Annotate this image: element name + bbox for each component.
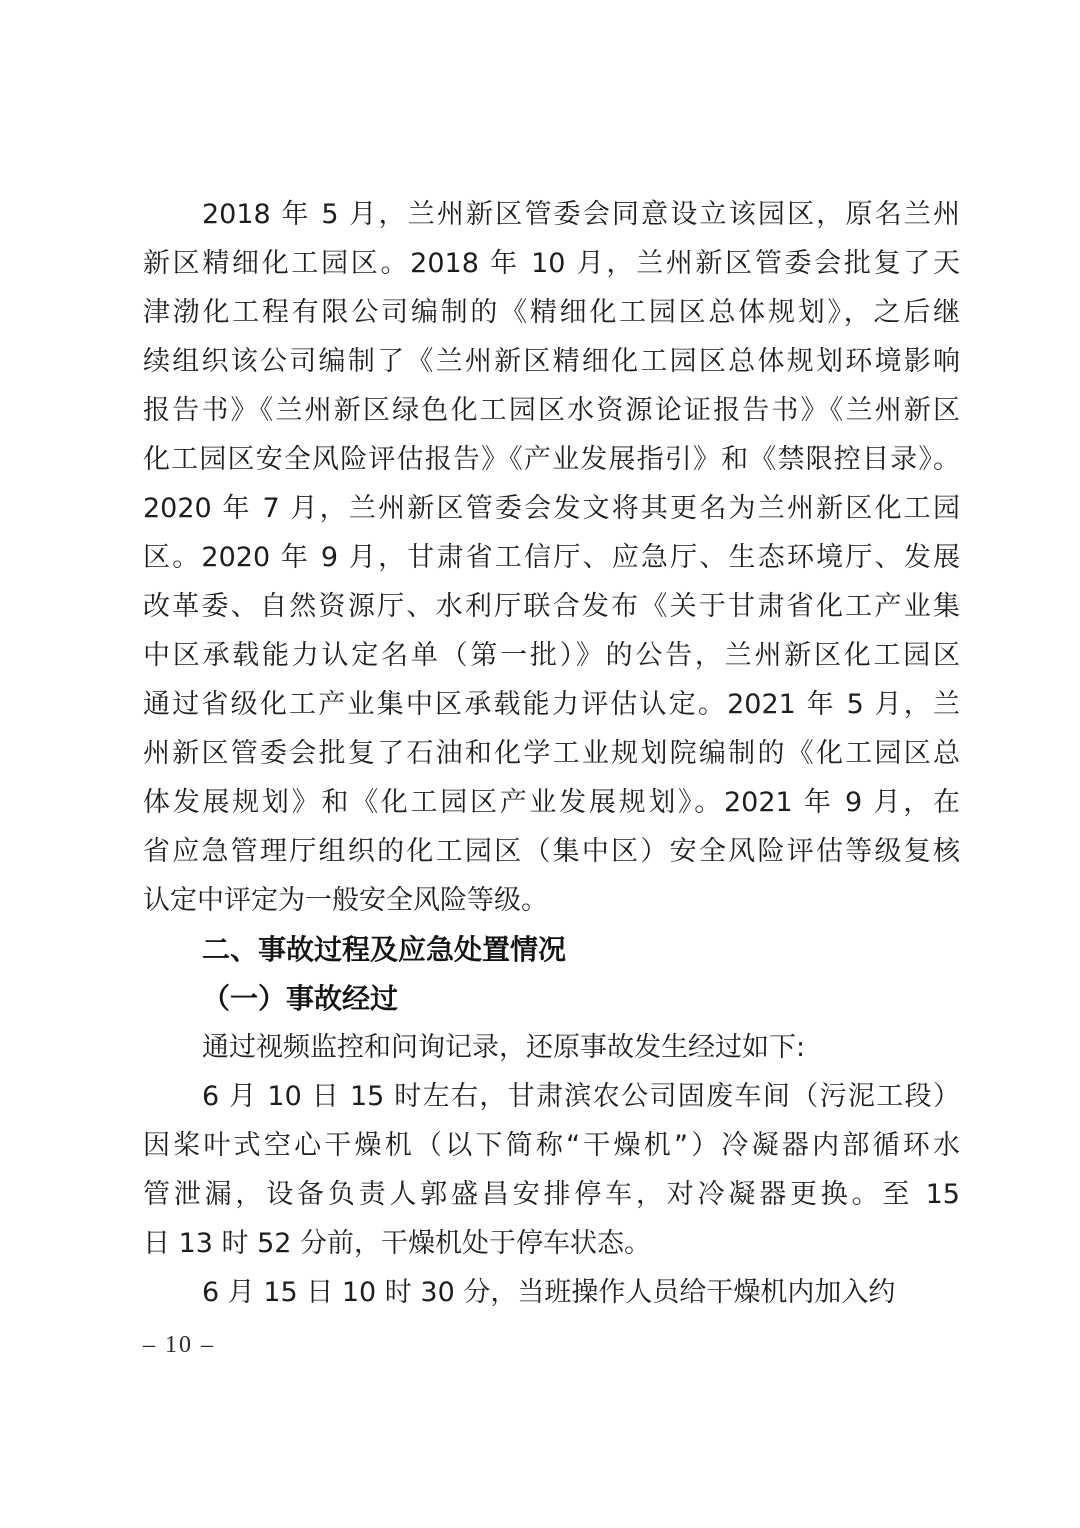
text-line: 改革委、自然资源厅、水利厅联合发布《关于甘肃省化工产业集 [143, 591, 960, 622]
text-line: 6 月 15 日 10 时 30 分，当班操作人员给干燥机内加入约 [202, 1277, 896, 1308]
para-june15 [143, 1268, 960, 1317]
para-park-history [143, 190, 960, 925]
text-line: 省应急管理厅组织的化工园区（集中区）安全风险评估等级复核 [143, 836, 960, 867]
text-line: 区。2020 年 9 月，甘肃省工信厅、应急厅、生态环境厅、发展 [143, 542, 960, 573]
subsection-heading: （一）事故经过 [202, 982, 399, 1015]
text-line: 通过视频监控和问询记录，还原事故发生经过如下: [202, 1032, 806, 1063]
text-line: 津渤化工程有限公司编制的《精细化工园区总体规划》，之后继 [143, 297, 960, 328]
text-line: 体发展规划》和《化工园区产业发展规划》。2021 年 9 月，在 [143, 787, 960, 818]
page-number: – 10 – [143, 1332, 215, 1358]
document-body [143, 190, 960, 1317]
para-june10 [143, 1072, 960, 1268]
text-line: 州新区管委会批复了石油和化学工业规划院编制的《化工园区总 [143, 738, 960, 769]
text-line: 6 月 10 日 15 时左右，甘肃滨农公司固废车间（污泥工段） [202, 1081, 960, 1112]
text-line: 新区精细化工园区。2018 年 10 月，兰州新区管委会批复了天 [143, 248, 960, 279]
text-line: 续组织该公司编制了《兰州新区精细化工园区总体规划环境影响 [143, 346, 960, 377]
section-heading: 二、事故过程及应急处置情况 [202, 933, 567, 966]
text-line: 2018 年 5 月，兰州新区管委会同意设立该园区，原名兰州 [202, 199, 960, 230]
para-intro [143, 1023, 960, 1072]
text-line: 管泄漏，设备负责人郭盛昌安排停车，对冷凝器更换。至 15 [143, 1179, 960, 1210]
text-line: 通过省级化工产业集中区承载能力评估认定。2021 年 5 月，兰 [143, 689, 960, 720]
text-line: 中区承载能力认定名单（第一批）》的公告，兰州新区化工园区 [143, 640, 960, 671]
text-line: 报告书》《兰州新区绿色化工园区水资源论证报告书》《兰州新区 [143, 395, 960, 426]
text-line: 2020 年 7 月，兰州新区管委会发文将其更名为兰州新区化工园 [143, 493, 960, 524]
text-line: 认定中评定为一般安全风险等级。 [143, 885, 548, 916]
text-line: 因桨叶式空心干燥机（以下简称“干燥机”）冷凝器内部循环水 [143, 1130, 960, 1161]
text-line: 化工园区安全风险评估报告》《产业发展指引》和《禁限控目录》。 [143, 444, 960, 475]
text-line: 日 13 时 52 分前，干燥机处于停车状态。 [143, 1228, 652, 1259]
